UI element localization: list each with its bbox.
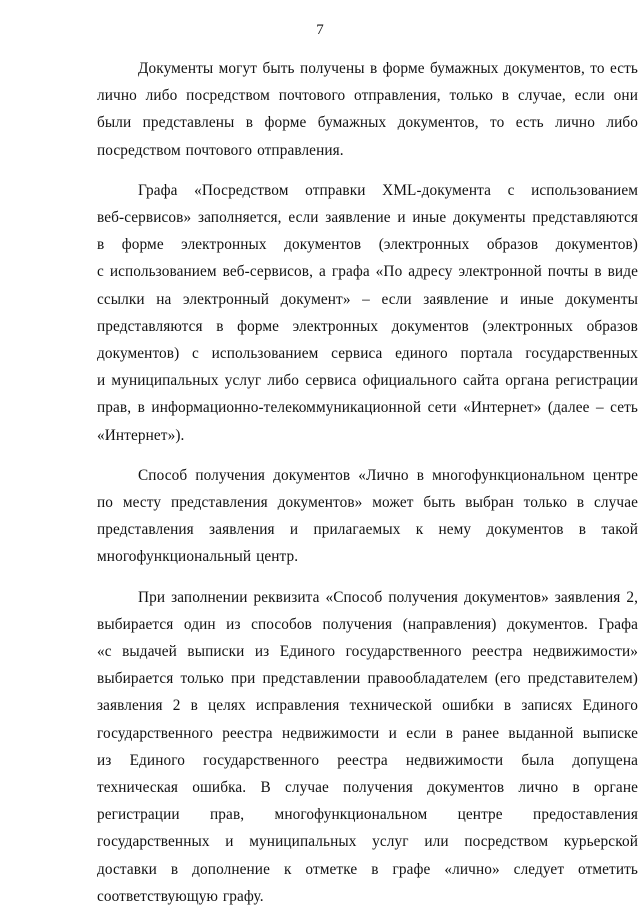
text-line: с использованием веб-сервисов, а графа «По адресу электронной почты в виде	[97, 263, 638, 281]
text-line: заявления 2 в целях исправления технической ошибки в записях Единого	[97, 697, 638, 715]
page-number: 7	[316, 22, 324, 38]
text-line: соответствующую графу.	[97, 887, 264, 905]
text-line: ссылки на электронный документ» – если заявление и иные документы	[97, 290, 638, 308]
text-line: из Единого государственного реестра недвижимости была допущена	[97, 751, 638, 769]
text-line: в форме электронных документов (электронных образов документов)	[97, 236, 638, 254]
text-line: выбирается только при представлении правообладателем (его представителем)	[97, 670, 638, 688]
text-line: прав, в информационно-телекоммуникационной сети «Интернет» (далее – сеть	[97, 399, 638, 417]
text-line: и муниципальных услуг либо сервиса официального сайта органа регистрации	[97, 372, 638, 390]
text-line: были представлены в форме бумажных документов, то есть лично либо	[97, 114, 638, 132]
text-line: Способ получения документов «Лично в многофункциональном центре	[138, 466, 638, 484]
text-line: представления заявления и прилагаемых к нему документов в такой	[97, 521, 638, 539]
text-line: доставки в дополнение к отметке в графе «лично» следует отметить	[97, 860, 638, 878]
text-line: техническая ошибка. В случае получения документов лично в органе	[97, 779, 638, 797]
paragraph-4	[97, 584, 638, 910]
text-line: государственных и муниципальных услуг или посредством курьерской	[97, 833, 638, 851]
text-line: веб-сервисов» заполняется, если заявление и иные документы представляются	[97, 209, 638, 227]
text-line: Документы могут быть получены в форме бумажных документов, то есть	[138, 60, 638, 77]
paragraph-2	[97, 177, 638, 449]
text-line: Графа «Посредством отправки XML-документа с использованием	[138, 181, 638, 199]
text-line: посредством почтового отправления.	[97, 141, 344, 159]
text-line: лично либо посредством почтового отправления, только в случае, если они	[97, 87, 638, 105]
text-line: «Интернет»).	[97, 426, 185, 444]
text-line: государственного реестра недвижимости и если в ранее выданной выписке	[97, 724, 638, 742]
text-line: представляются в форме электронных документов (электронных образов	[97, 317, 638, 335]
text-line: по месту представления документов» может быть выбран только в случае	[97, 494, 638, 512]
text-line: При заполнении реквизита «Способ получения документов» заявления 2,	[138, 588, 638, 606]
document-body	[97, 55, 638, 923]
text-line: «с выдачей выписки из Единого государственного реестра недвижимости»	[97, 643, 638, 661]
text-line: документов) с использованием сервиса единого портала государственных	[97, 345, 638, 363]
paragraph-3	[97, 462, 638, 571]
text-line: регистрации прав, многофункциональном центре предоставления	[97, 806, 638, 824]
paragraph-1	[97, 55, 638, 164]
text-line: выбирается один из способов получения (направления) документов. Графа	[97, 615, 638, 633]
text-line: многофункциональный центр.	[97, 548, 299, 566]
